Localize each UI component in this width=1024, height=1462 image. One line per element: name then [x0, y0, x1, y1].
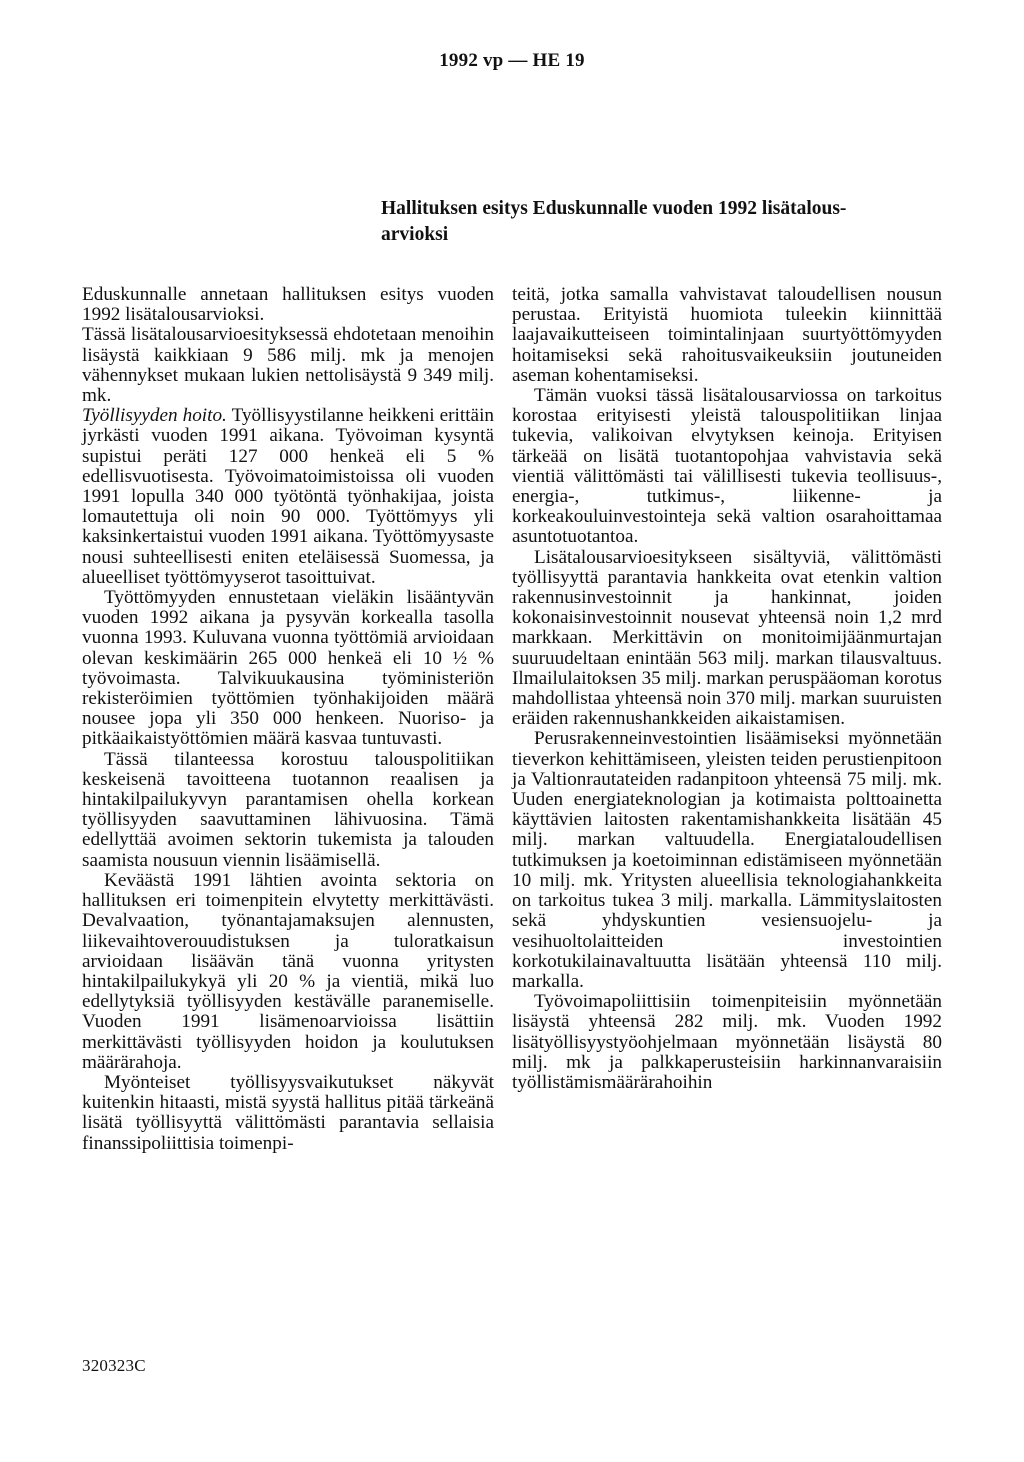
- paragraph: Tässä lisätalousarvioesityksessä ehdotetaan menoihin lisäystä kaikkiaan 9 586 milj. mk ja menojen vähennykset mukaan lukien nettolisäystä 9 349 milj. mk.: [82, 324, 494, 407]
- section-heading-italic: Työllisyyden hoito.: [82, 405, 227, 427]
- left-column: [82, 285, 494, 1154]
- paragraph: Perusrakenneinvestointien lisäämiseksi myönnetään tieverkon kehittämiseen, yleisten teiden perustienpitoon ja Valtionrautateiden radanpitoon yhteensä 75 milj. mk. Uuden energiateknologian ja kotimaista polttoainetta käyttävien laitosten rakentamishankkeita lisätään 45 milj. markan valtuudella. Energiataloudellisen tutkimuksen ja koetoiminnan edistämiseen myönnetään 10 milj. mk. Yritysten alueellisia teknologiahankkeita on tarkoitus tukea 3 milj. markalla. Lämmityslaitosten sekä yhdyskuntien vesiensuojelu- ja vesihuoltolaitteiden investointien korkotukilainavaltuutta lisätään yhteensä 110 milj. markalla.: [512, 728, 942, 992]
- document-title: [381, 196, 951, 248]
- paragraph: [82, 406, 494, 588]
- right-column: [512, 285, 942, 1093]
- paragraph: Myönteiset työllisyysvaikutukset näkyvät kuitenkin hitaasti, mistä syystä hallitus pitää tärkeänä lisätä työllisyyttä välittömästi parantavia sellaisia finanssipoliittisia toimenpi-: [82, 1071, 494, 1154]
- paragraph: Tässä tilanteessa korostuu talouspolitiikan keskeisenä tavoitteena tuotannon reaalisen ja hintakilpailukyvyn parantamisen ohella korkean työllisyyden saavuttaminen lähivuosina. Tämä edellyttää avoimen sektorin tukemista ja talouden saamista nousuun viennin lisäämisellä.: [82, 748, 494, 871]
- paragraph: Työttömyyden ennustetaan vieläkin lisääntyvän vuoden 1992 aikana ja pysyvän korkealla tasolla vuonna 1993. Kuluvana vuonna työttömiä arvioidaan olevan keskimäärin 265 000 henkeä eli 10 ½ % työvoimasta. Talvikuukausina työministeriön rekisteröimien työttömien työnhakijoiden määrä nousee jopa yli 350 000 henkeen. Nuoriso- ja pitkäaikaistyöttömien määrä kasvaa tuntuvasti.: [82, 587, 494, 750]
- paragraph: teitä, jotka samalla vahvistavat taloudellisen nousun perustaa. Erityistä huomiota tuleekin kiinnittää laajavaikutteiseen toimintalinjaan suurtyöttömyyden hoitamiseksi sekä rahoitusvaikeuksiin joutuneiden aseman kohentamiseksi.: [512, 284, 942, 386]
- title-line-1: Hallituksen esitys Eduskunnalle vuoden 1992 lisätalous-: [381, 198, 847, 219]
- paragraph: Keväästä 1991 lähtien avointa sektoria on hallituksen eri toimenpitein elvytetty merkittävästi. Devalvaation, työnantajamaksujen alennusten, liikevaihtoverouudistuksen ja tuloratkaisun arvioidaan lisäävän tänä vuonna yritysten hintakilpailukykyä yli 20 % ja vientiä, mikä luo edellytyksiä työllisyyden kestävälle paranemiselle. Vuoden 1991 lisämenoarvioissa lisättiin merkittävästi työllisyyden hoidon ja koulutuksen määrärahoja.: [82, 869, 494, 1073]
- paragraph: Tämän vuoksi tässä lisätalousarviossa on tarkoitus korostaa erityisesti yleistä talouspolitiikan linjaa tukevia, valikoivan elvytyksen keinoja. Erityisen tärkeää on lisätä tuotantopohjaa vahvistavia sekä vientiä välittömästi tai välillisesti tukevia teollisuus-, energia-, tutkimus-, liikenne- ja korkeakouluinvestointeja sekä valtion osarahoittamaa asuntotuotantoa.: [512, 385, 942, 548]
- paragraph: Lisätalousarvioesitykseen sisältyviä, välittömästi työllisyyttä parantavia hankkeita ovat etenkin valtion rakennusinvestoinnit ja hankinnat, joiden kokonaisinvestoinnit nousevat yhteensä noin 1,2 mrd markkaan. Merkittävin on monitoimijäänmurtajan suuruudeltaan enintään 563 milj. markan tilausvaltuus. Ilmailulaitoksen 35 milj. markan peruspääoman korotus mahdollistaa yhteensä noin 370 milj. markan suuruisten eräiden rakennushankkeiden aikaistamisen.: [512, 546, 942, 730]
- document-code: 320323C: [82, 1356, 146, 1375]
- title-line-2: arvioksi: [381, 224, 449, 245]
- paragraph: Työvoimapoliittisiin toimenpiteisiin myönnetään lisäystä yhteensä 282 milj. mk. Vuoden 1992 lisätyöllisyystyöohjelmaan myönnetään lisäystä 80 milj. mk ja palkkaperusteisiin harkinnanvaraisiin työllistämismäärärahoihin: [512, 991, 942, 1093]
- paragraph: Eduskunnalle annetaan hallituksen esitys vuoden 1992 lisätalousarvioksi.: [82, 284, 494, 326]
- page-header: 1992 vp — HE 19: [439, 50, 585, 71]
- paragraph-text: Työllisyystilanne heikkeni erittäin jyrkästi vuoden 1991 aikana. Työvoiman kysyntä supistui peräti 127 000 henkeä eli 5 % edellisvuotisesta. Työvoimatoimistoissa oli vuoden 1991 lopulla 340 000 työtöntä työnhakijaa, joista lomautettuja oli noin 90 000. Työttömyys yli kaksinkertaistui vuoden 1991 aikana. Työttömyysaste nousi suhteellisesti eniten eteläisessä Suomessa, ja alueelliset työttömyyserot tasoittuivat.: [82, 405, 494, 588]
